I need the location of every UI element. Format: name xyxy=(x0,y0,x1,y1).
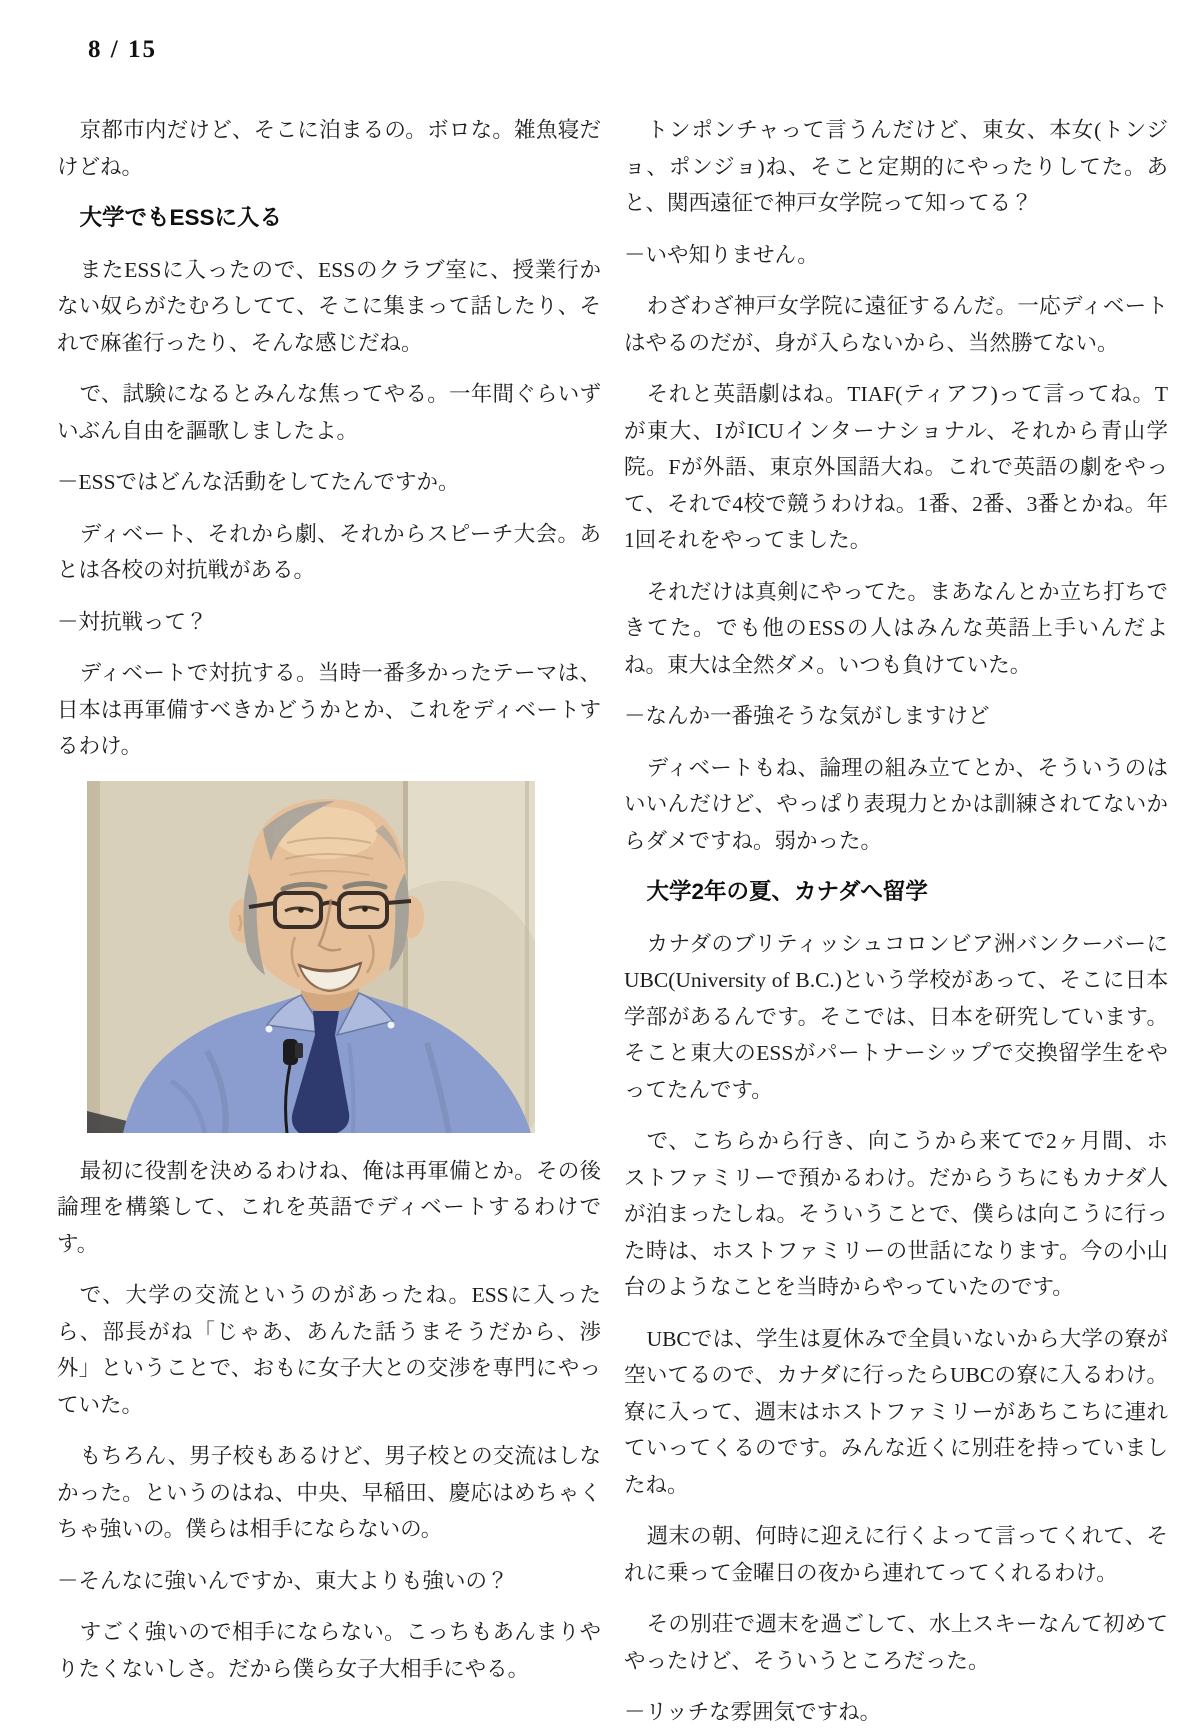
paragraph: 京都市内だけど、そこに泊まるの。ボロな。雑魚寝だけどね。 xyxy=(57,118,601,179)
paragraph: すごく強いので相手にならない。こっちもあんまりやりたくないしさ。だから僕ら女子大相手にやる。 xyxy=(57,1620,601,1681)
paragraph: ディベートで対抗する。当時一番多かったテーマは、日本は再軍備すべきかどうかとか、これをディベートするわけ。 xyxy=(57,661,601,758)
interviewer-question: －ESSではどんな活動をしてたんですか。 xyxy=(57,470,460,494)
paragraph: で、大学の交流というのがあったね。ESSに入ったら、部長がね「じゃあ、あんた話うまそうだから、渉外」ということで、おもに女子大との交渉を専門にやっていた。 xyxy=(57,1283,601,1417)
text-column-right xyxy=(624,112,1168,1734)
interviewer-question: －対抗戦って？ xyxy=(57,609,208,634)
interviewer-question: －そんなに強いんですか、東大よりも強いの？ xyxy=(57,1568,509,1593)
page-number: 8 / 15 xyxy=(88,36,157,63)
interviewer-question: －なんか一番強そうな気がしますけど xyxy=(624,704,990,728)
paragraph: それと英語劇はね。TIAF(ティアフ)って言ってね。Tが東大、IがICUインターナショナル、それから青山学院。Fが外語、東京外国語大ね。これで英語の劇をやって、それで4校で競うわけね。1番、2番、3番とかね。年1回それをやってました。 xyxy=(624,382,1168,552)
section-heading: 大学でもESSに入る xyxy=(79,205,283,230)
interviewer-question: －いや知りません。 xyxy=(624,242,819,267)
paragraph: で、こちらから行き、向こうから来てで2ヶ月間、ホストファミリーで預かるわけ。だからうちにもカナダ人が泊まったしね。そういうことで、僕らは向こうに行った時は、ホストファミリーの世話になります。今の小山台のようなことを当時からやっていたのです。 xyxy=(624,1129,1168,1299)
paragraph: UBCでは、学生は夏休みで全員いないから大学の寮が空いてるので、カナダに行ったらUBCの寮に入るわけ。寮に入って、週末はホストファミリーがあちこちに連れていってくるのです。みんな近くに別荘を持っていましたね。 xyxy=(624,1326,1168,1497)
paragraph: わざわざ神戸女学院に遠征するんだ。一応ディベートはやるのだが、身が入らないから、当然勝てない。 xyxy=(624,294,1168,355)
paragraph: 最初に役割を決めるわけね、俺は再軍備とか。その後論理を構築して、これを英語でディベートするわけです。 xyxy=(57,1158,601,1256)
interviewee-photo-illustration xyxy=(87,781,535,1133)
paragraph: もちろん、男子校もあるけど、男子校との交流はしなかった。というのはね、中央、早稲田、慶応はめちゃくちゃ強いの。僕らは相手にならないの。 xyxy=(57,1444,601,1541)
two-column-text-area xyxy=(57,112,1168,1734)
text-column-left xyxy=(57,112,601,1734)
interviewee-photo xyxy=(87,781,535,1133)
paragraph: それだけは真剣にやってた。まあなんとか立ち打ちできてた。でも他のESSの人はみんな英語上手いんだよね。東大は全然ダメ。いつも負けていた。 xyxy=(624,579,1168,677)
section-heading: 大学2年の夏、カナダへ留学 xyxy=(646,879,928,904)
paragraph: またESSに入ったので、ESSのクラブ室に、授業行かない奴らがたむろしてて、そこに集まって話したり、それで麻雀行ったり、そんな感じだね。 xyxy=(57,257,601,355)
paragraph: カナダのブリティッシュコロンビア洲バンクーバーにUBC(University of B.C.)という学校があって、そこに日本学部があるんです。そこでは、日本を研究しています。そこと東大のESSがパートナーシップで交換留学生をやってたんです。 xyxy=(624,931,1168,1102)
paragraph: 週末の朝、何時に迎えに行くよって言ってくれて、それに乗って金曜日の夜から連れてってくれるわけ。 xyxy=(624,1524,1168,1585)
paragraph: その別荘で週末を過ごして、水上スキーなんて初めてやったけど、そういうところだった。 xyxy=(624,1612,1168,1673)
paragraph: ディベートもね、論理の組み立てとか、そういうのはいいんだけど、やっぱり表現力とかは訓練されてないからダメですね。弱かった。 xyxy=(624,755,1168,853)
interviewer-question: －リッチな雰囲気ですね。 xyxy=(624,1700,882,1724)
paragraph: で、試験になるとみんな焦ってやる。一年間ぐらいずいぶん自由を謳歌しましたよ。 xyxy=(57,382,601,443)
paragraph: ディベート、それから劇、それからスピーチ大会。あとは各校の対抗戦がある。 xyxy=(57,521,601,582)
paragraph: トンポンチャって言うんだけど、東女、本女(トンジョ、ポンジョ)ね、そこと定期的にやったりしてた。あと、関西遠征で神戸女学院って知ってる？ xyxy=(624,118,1168,215)
